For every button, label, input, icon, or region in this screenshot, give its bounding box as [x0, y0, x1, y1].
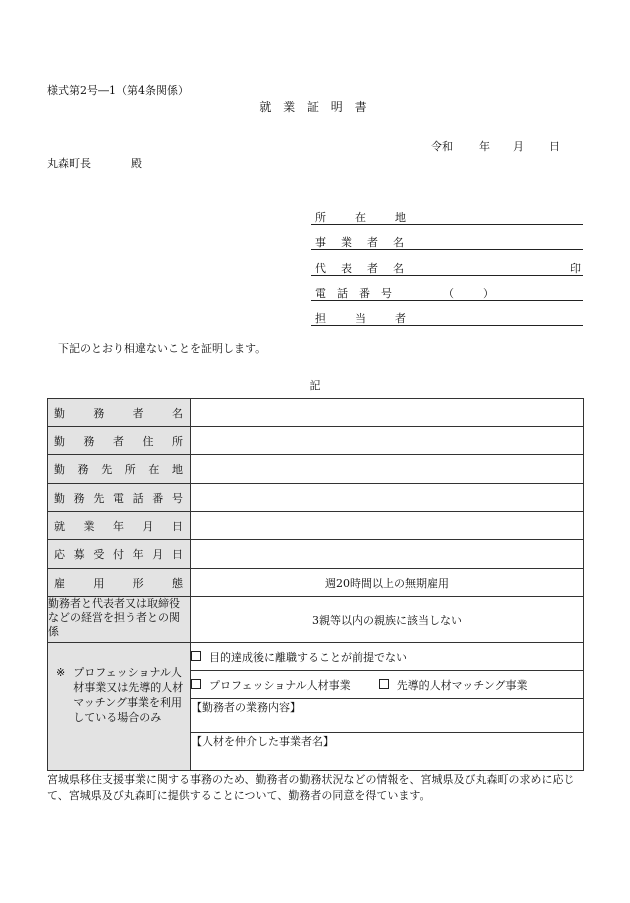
label-char: 務: [73, 491, 85, 505]
consent-note: 宮城県移住支援事業に関する事務のため、勤務者の勤務状況などの情報を、宮城県及び丸森町の求めに応じて、宮城県及び丸森町に提供することについて、勤務者の同意を得ています。: [47, 773, 575, 802]
label-char: 所: [172, 434, 183, 448]
employment-type-value: 週20時間以上の無期雇用: [191, 569, 584, 597]
matching-note-text: プロフェッショナル人材事業又は先導的人材マッチング事業を利用している場合のみ: [73, 666, 184, 724]
certifier-location-label: 所在地: [315, 211, 435, 224]
label-char: 日: [171, 548, 183, 561]
leading-matching-label: 先導的人材マッチング事業: [396, 678, 528, 692]
form-number: 様式第2号―1（第4条関係）: [47, 84, 189, 97]
label-char: 日: [172, 519, 183, 533]
date-day: 日: [549, 140, 560, 153]
label-char: 務: [93, 406, 105, 420]
label-char: 月: [152, 548, 164, 561]
employment-date-input[interactable]: [191, 512, 584, 540]
label-char: 用: [93, 576, 105, 590]
professional-program-checkbox[interactable]: [191, 679, 201, 689]
seal-mark: 印: [570, 262, 581, 275]
application-date-input[interactable]: [191, 540, 584, 569]
leading-matching-checkbox[interactable]: [379, 679, 389, 689]
worker-name-input[interactable]: [191, 399, 584, 427]
label-char: 勤: [54, 491, 65, 505]
table-row: [48, 484, 584, 512]
application-date-label: [48, 546, 190, 562]
agency-label: 【人材を仲介した事業者名】: [191, 735, 334, 748]
certifier-location-field[interactable]: [311, 207, 583, 225]
label-char: 在: [148, 463, 160, 476]
duties-field[interactable]: [191, 699, 584, 733]
certification-statement: 下記のとおり相違ないことを証明します。: [58, 342, 267, 355]
application-date-label-cell: [48, 540, 191, 569]
workplace-phone-label-cell: [48, 484, 191, 512]
date-month: 月: [513, 140, 524, 153]
label-char: 先: [101, 463, 113, 476]
label-char: 就: [54, 519, 65, 533]
employment-type-label: [48, 575, 190, 591]
label-char: 勤: [54, 463, 65, 476]
table-row: [48, 427, 584, 455]
date-year: 年: [479, 140, 490, 153]
label-char: 態: [171, 576, 183, 590]
workplace-phone-input[interactable]: [191, 484, 584, 512]
table-row: [48, 569, 584, 597]
label-char: 業: [83, 519, 95, 533]
program-options-row: [191, 671, 584, 699]
worker-address-input[interactable]: [191, 427, 584, 455]
employment-type-label-cell: [48, 569, 191, 597]
asterisk-mark: ※: [56, 666, 66, 679]
matching-note-cell: [48, 643, 191, 771]
label-char: 勤: [54, 406, 65, 420]
worker-name-label-cell: [48, 399, 191, 427]
label-char: 年: [113, 519, 124, 533]
phone-paren-open: （: [443, 287, 454, 300]
label-char: 者: [113, 434, 124, 448]
addressee: [47, 155, 142, 171]
employment-table: [47, 398, 584, 771]
table-row: [48, 597, 584, 643]
workplace-phone-label: [48, 490, 190, 506]
agency-field[interactable]: [191, 733, 584, 771]
label-char: 地: [171, 463, 183, 476]
table-row: [48, 455, 584, 484]
employment-date-label: [48, 518, 190, 534]
workplace-location-label: [48, 461, 190, 477]
label-char: 募: [73, 548, 85, 561]
label-char: 号: [171, 491, 183, 505]
label-char: 受: [93, 548, 105, 561]
relationship-value: 3親等以内の親族に該当しない: [191, 597, 584, 643]
addressee-honorific: 殿: [131, 157, 142, 170]
date-era: 令和: [431, 140, 453, 153]
label-char: 雇: [54, 576, 65, 590]
label-char: 名: [171, 406, 183, 420]
relationship-label: 勤務者と代表者又は取締役などの経営を担う者との関係: [48, 597, 191, 643]
certifier-business-name-field[interactable]: [311, 232, 583, 250]
worker-name-label: [48, 405, 190, 421]
table-row: [48, 540, 584, 569]
certifier-person-in-charge-field[interactable]: [311, 308, 583, 326]
label-char: 話: [132, 491, 144, 505]
label-char: 勤: [54, 434, 65, 448]
worker-address-label-cell: [48, 427, 191, 455]
label-char: 住: [142, 434, 154, 448]
label-char: 年: [132, 548, 144, 561]
certifier-representative-field[interactable]: [311, 258, 583, 276]
label-char: 形: [132, 576, 144, 590]
table-row: [48, 512, 584, 540]
workplace-location-label-cell: [48, 455, 191, 484]
certifier-phone-label: 電話番号: [315, 287, 403, 300]
workplace-location-input[interactable]: [191, 455, 584, 484]
employment-date-label-cell: [48, 512, 191, 540]
label-char: 所: [124, 463, 136, 476]
label-char: 電: [112, 491, 124, 505]
label-char: 付: [112, 548, 124, 561]
label-char: 応: [54, 548, 65, 561]
certifier-phone-field[interactable]: [311, 283, 583, 301]
certifier-representative-label: 代表者名: [315, 262, 419, 275]
table-row: [48, 643, 584, 671]
label-char: 務: [77, 463, 89, 476]
table-row: [48, 399, 584, 427]
option-no-resignation-row: [191, 643, 584, 671]
label-char: 先: [93, 491, 105, 505]
document-title: 就 業 証 明 書: [259, 100, 371, 114]
label-char: 月: [142, 519, 154, 533]
ki-heading: 記: [309, 379, 321, 392]
professional-program-label: プロフェッショナル人材事業: [209, 678, 351, 692]
option-no-resignation-label: 目的達成後に離職することが前提でない: [209, 650, 407, 664]
certifier-business-name-label: 事業者名: [315, 236, 419, 249]
addressee-name: 丸森町長: [47, 157, 91, 170]
label-char: 番: [152, 491, 164, 505]
option-no-resignation-checkbox[interactable]: [191, 651, 201, 661]
label-char: 務: [83, 434, 95, 448]
certifier-person-in-charge-label: 担当者: [315, 312, 435, 325]
worker-address-label: [48, 433, 190, 449]
label-char: 者: [132, 406, 144, 420]
phone-paren-close: ）: [483, 287, 494, 300]
duties-label: 【勤務者の業務内容】: [191, 701, 301, 714]
